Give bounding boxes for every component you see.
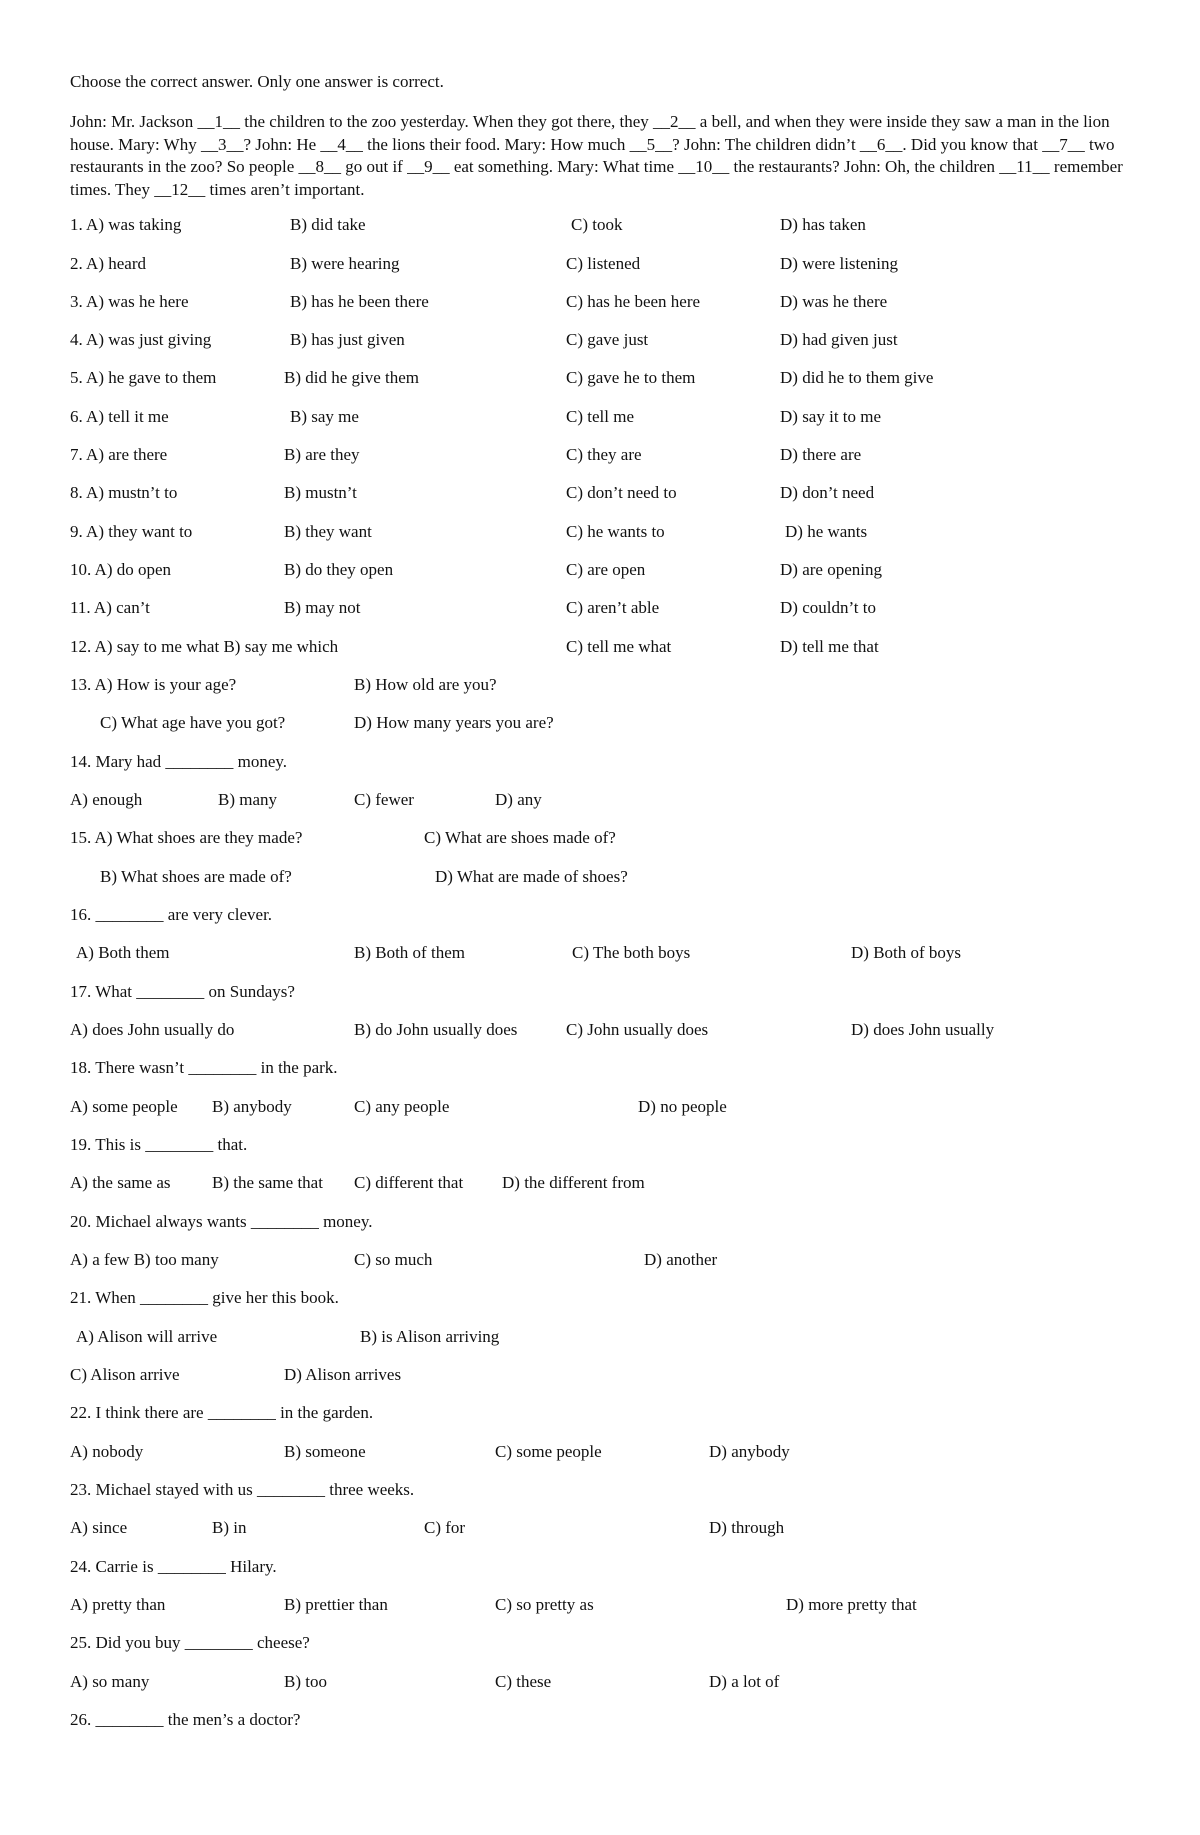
- answer-option: C) so much: [354, 1250, 433, 1269]
- question-text: 9. A) they want to: [70, 522, 193, 541]
- question-text: 21. When ________ give her this book.: [70, 1288, 339, 1307]
- answer-option: C) What age have you got?: [100, 713, 286, 732]
- question-text: 2. A) heard: [70, 254, 147, 273]
- answer-option: C) they are: [566, 445, 642, 464]
- question-text: 22. I think there are ________ in the garden.: [70, 1403, 374, 1422]
- question-text: 16. ________ are very clever.: [70, 905, 273, 924]
- answer-option: D) the different from: [502, 1173, 645, 1192]
- answer-option: D) Both of boys: [851, 943, 962, 962]
- answer-option: A) does John usually do: [70, 1020, 235, 1039]
- question-text: 1. A) was taking: [70, 215, 182, 234]
- answer-option: B) has he been there: [290, 292, 429, 311]
- answer-option: A) since: [70, 1518, 128, 1537]
- answer-option: C) The both boys: [572, 943, 691, 962]
- question-row: [0, 1442, 1200, 1466]
- answer-option: B) too: [284, 1672, 327, 1691]
- answer-option: B) is Alison arriving: [360, 1327, 500, 1346]
- answer-option: D) don’t need: [780, 483, 875, 502]
- question-row: [0, 368, 1200, 392]
- dialogue-passage: John: Mr. Jackson __1__ the children to the zoo yesterday. When they got there, they __2__ a bell, and when they were inside they saw a man in the lion house. Mary: Why __3__? John: He __4__ the lions their food. Mary: How much __5__? John: The children didn’t __6__. Did you know that __7__ two restaurants in the zoo? So people __8__ go out if __9__ eat something. Mary: What time __10__ the restaurants? John: Oh, the children __11__ remember times. They __12__ times aren’t important.: [70, 112, 1123, 200]
- answer-option: B) do they open: [284, 560, 394, 579]
- answer-option: C) listened: [566, 254, 641, 273]
- answer-option: D) How many years you are?: [354, 713, 554, 732]
- answer-option: A) Alison will arrive: [76, 1327, 218, 1346]
- answer-option: A) some people: [70, 1097, 178, 1116]
- answer-option: C) so pretty as: [495, 1595, 594, 1614]
- answer-option: B) What shoes are made of?: [100, 867, 292, 886]
- answer-option: B) were hearing: [290, 254, 400, 273]
- answer-option: D) had given just: [780, 330, 898, 349]
- question-row: [0, 1557, 1200, 1581]
- question-row: [0, 752, 1200, 776]
- answer-option: D) What are made of shoes?: [435, 867, 628, 886]
- answer-option: D) were listening: [780, 254, 899, 273]
- question-row: [0, 1365, 1200, 1389]
- answer-option: C) has he been here: [566, 292, 701, 311]
- answer-option: D) was he there: [780, 292, 888, 311]
- answer-option: D) there are: [780, 445, 862, 464]
- question-row: [0, 867, 1200, 891]
- answer-option: D) any: [495, 790, 542, 809]
- answer-option: C) these: [495, 1672, 552, 1691]
- question-row: [0, 1327, 1200, 1351]
- question-row: [0, 330, 1200, 354]
- answer-option: C) he wants to: [566, 522, 665, 541]
- question-row: [0, 1288, 1200, 1312]
- answer-option: C) gave just: [566, 330, 649, 349]
- question-row: [0, 1058, 1200, 1082]
- question-row: [0, 215, 1200, 239]
- answer-option: B) mustn’t: [284, 483, 357, 502]
- answer-option: D) has taken: [780, 215, 866, 234]
- answer-option: C) fewer: [354, 790, 414, 809]
- answer-option: A) so many: [70, 1672, 150, 1691]
- answer-option: D) say it to me: [780, 407, 882, 426]
- question-row: [0, 982, 1200, 1006]
- question-row: [0, 943, 1200, 967]
- question-row: [0, 483, 1200, 507]
- answer-option: C) Alison arrive: [70, 1365, 180, 1384]
- answer-option: D) he wants: [785, 522, 868, 541]
- answer-option: B) anybody: [212, 1097, 292, 1116]
- answer-option: B) the same that: [212, 1173, 323, 1192]
- answer-option: D) Alison arrives: [284, 1365, 402, 1384]
- question-text: 3. A) was he here: [70, 292, 189, 311]
- answer-option: C) are open: [566, 560, 646, 579]
- answer-option: B) Both of them: [354, 943, 465, 962]
- question-row: [0, 1403, 1200, 1427]
- answer-option: B) someone: [284, 1442, 366, 1461]
- question-text: 5. A) he gave to them: [70, 368, 217, 387]
- question-text: 14. Mary had ________ money.: [70, 752, 288, 771]
- question-text: 12. A) say to me what B) say me which: [70, 637, 339, 656]
- answer-option: B) they want: [284, 522, 372, 541]
- question-row: [0, 598, 1200, 622]
- question-row: [0, 1672, 1200, 1696]
- answer-option: D) no people: [638, 1097, 727, 1116]
- answer-option: B) are they: [284, 445, 360, 464]
- answer-option: D) a lot of: [709, 1672, 780, 1691]
- answer-option: C) tell me: [566, 407, 634, 426]
- question-row: [0, 1633, 1200, 1657]
- question-text: 11. A) can’t: [70, 598, 150, 617]
- answer-option: C) some people: [495, 1442, 602, 1461]
- question-text: 8. A) mustn’t to: [70, 483, 178, 502]
- question-row: [0, 1135, 1200, 1159]
- instructions: Choose the correct answer. Only one answer is correct.: [70, 72, 444, 91]
- answer-option: C) different that: [354, 1173, 464, 1192]
- question-row: [0, 1710, 1200, 1734]
- question-text: 18. There wasn’t ________ in the park.: [70, 1058, 338, 1077]
- answer-option: C) any people: [354, 1097, 450, 1116]
- question-row: [0, 1212, 1200, 1236]
- question-text: 24. Carrie is ________ Hilary.: [70, 1557, 277, 1576]
- answer-option: C) What are shoes made of?: [424, 828, 616, 847]
- question-row: [0, 445, 1200, 469]
- question-row: [0, 560, 1200, 584]
- question-row: [0, 637, 1200, 661]
- answer-option: D) couldn’t to: [780, 598, 877, 617]
- question-text: 23. Michael stayed with us ________ three weeks.: [70, 1480, 415, 1499]
- question-text: 19. This is ________ that.: [70, 1135, 248, 1154]
- question-text: 17. What ________ on Sundays?: [70, 982, 295, 1001]
- answer-option: B) did take: [290, 215, 366, 234]
- answer-option: A) nobody: [70, 1442, 144, 1461]
- answer-option: B) say me: [290, 407, 359, 426]
- question-text: 10. A) do open: [70, 560, 172, 579]
- question-row: [0, 1097, 1200, 1121]
- question-row: [0, 1480, 1200, 1504]
- answer-option: B) has just given: [290, 330, 405, 349]
- answer-option: D) did he to them give: [780, 368, 934, 387]
- question-row: [0, 254, 1200, 278]
- question-row: [0, 905, 1200, 929]
- question-row: [0, 1595, 1200, 1619]
- question-row: [0, 522, 1200, 546]
- answer-option: D) does John usually: [851, 1020, 995, 1039]
- question-text: 6. A) tell it me: [70, 407, 169, 426]
- question-text: 15. A) What shoes are they made?: [70, 828, 303, 847]
- answer-option: A) pretty than: [70, 1595, 166, 1614]
- answer-option: A) the same as: [70, 1173, 171, 1192]
- answer-option: B) may not: [284, 598, 361, 617]
- answer-option: C) tell me what: [566, 637, 672, 656]
- question-row: [0, 1250, 1200, 1274]
- answer-option: D) anybody: [709, 1442, 790, 1461]
- answer-option: B) How old are you?: [354, 675, 497, 694]
- question-text: 4. A) was just giving: [70, 330, 212, 349]
- question-text: 7. A) are there: [70, 445, 168, 464]
- question-text: 26. ________ the men’s a doctor?: [70, 1710, 301, 1729]
- answer-option: D) through: [709, 1518, 785, 1537]
- question-row: [0, 292, 1200, 316]
- question-text: 20. Michael always wants ________ money.: [70, 1212, 373, 1231]
- answer-option: D) another: [644, 1250, 718, 1269]
- answer-option: C) aren’t able: [566, 598, 660, 617]
- question-row: [0, 1518, 1200, 1542]
- answer-option: B) did he give them: [284, 368, 420, 387]
- answer-option: C) gave he to them: [566, 368, 696, 387]
- answer-option: C) took: [571, 215, 623, 234]
- answer-option: D) more pretty that: [786, 1595, 917, 1614]
- question-row: [0, 1173, 1200, 1197]
- answer-option: D) tell me that: [780, 637, 879, 656]
- answer-option: C) John usually does: [566, 1020, 709, 1039]
- question-row: [0, 675, 1200, 699]
- answer-option: C) for: [424, 1518, 466, 1537]
- answer-option: B) in: [212, 1518, 247, 1537]
- question-row: [0, 828, 1200, 852]
- answer-option: B) many: [218, 790, 278, 809]
- answer-option: C) don’t need to: [566, 483, 677, 502]
- question-row: [0, 407, 1200, 431]
- question-row: [0, 1020, 1200, 1044]
- answer-option: A) a few B) too many: [70, 1250, 219, 1269]
- question-text: 25. Did you buy ________ cheese?: [70, 1633, 310, 1652]
- question-row: [0, 790, 1200, 814]
- answer-option: A) Both them: [76, 943, 170, 962]
- answer-option: B) do John usually does: [354, 1020, 518, 1039]
- answer-option: A) enough: [70, 790, 143, 809]
- question-row: [0, 713, 1200, 737]
- answer-option: B) prettier than: [284, 1595, 388, 1614]
- answer-option: D) are opening: [780, 560, 882, 579]
- question-text: 13. A) How is your age?: [70, 675, 237, 694]
